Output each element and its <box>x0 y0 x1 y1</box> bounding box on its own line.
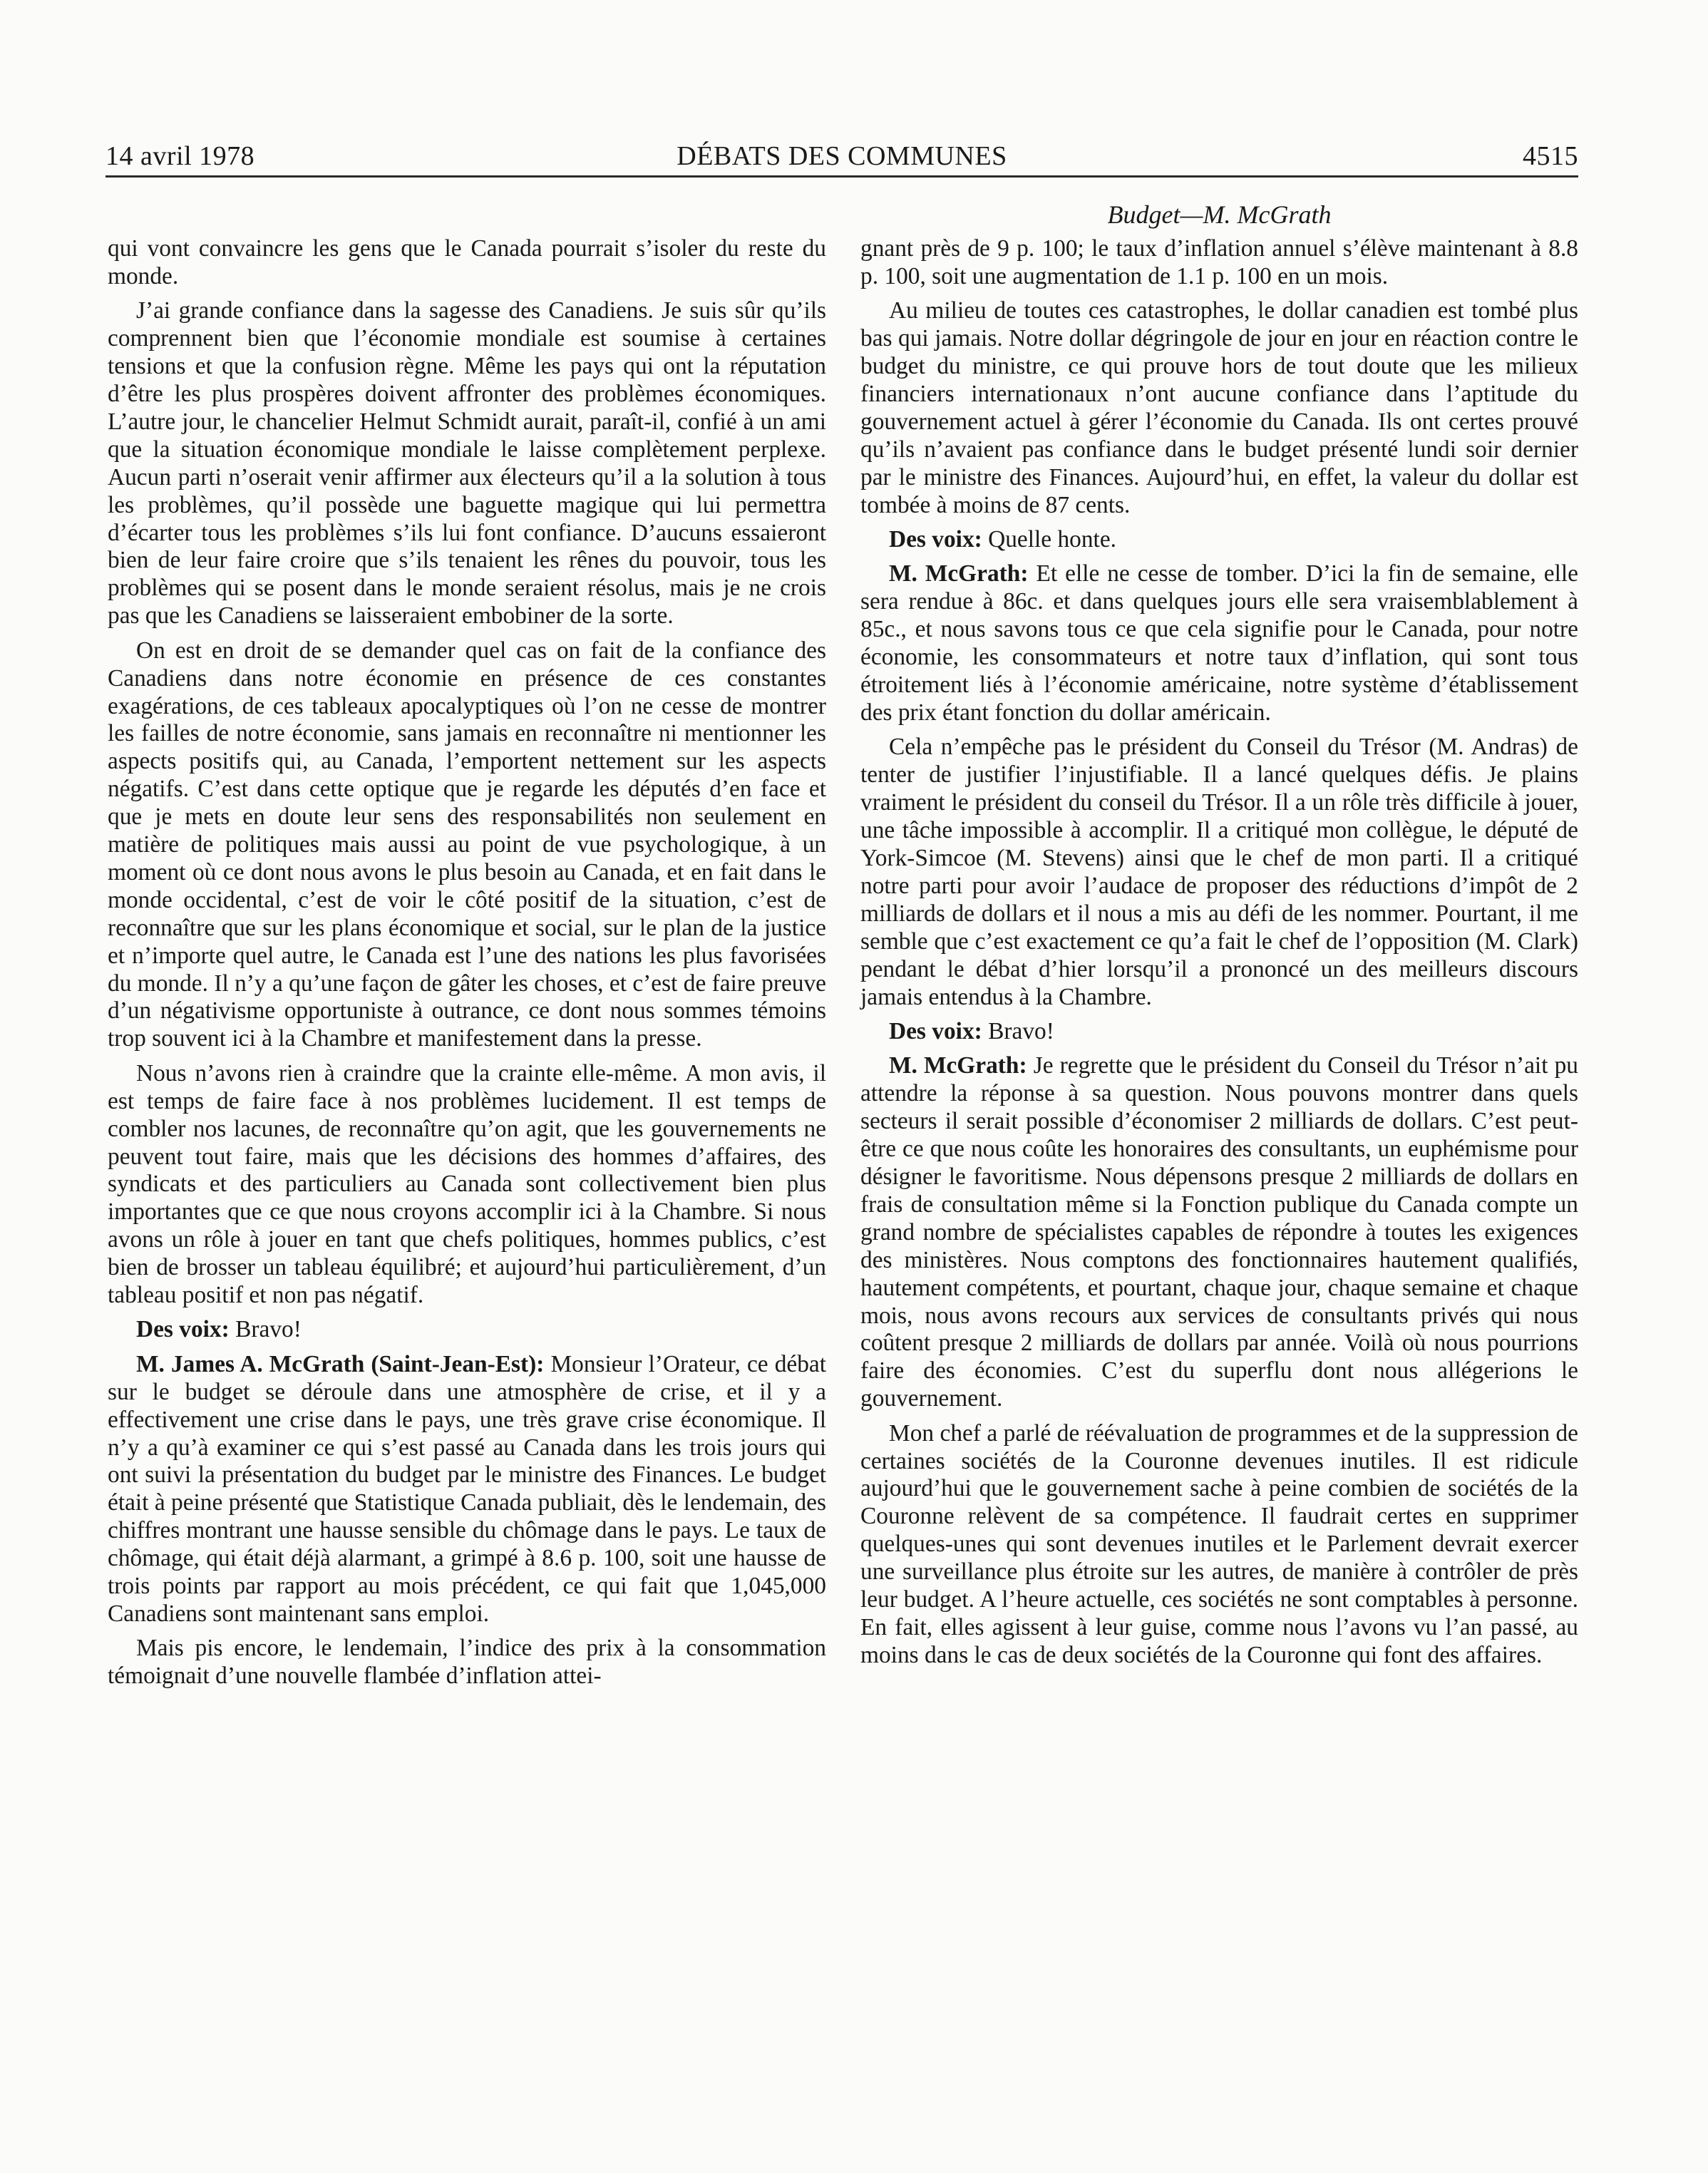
paragraph: On est en droit de se demander quel cas on fait de la confiance des Canadiens dans notre économie en présence de ces constantes exagérations, de ces tableaux apocalyptiques où l’on ne cesse de montrer les failles de notre économie, sans jamais en reconnaître ni mentionner les aspects positifs qui, au Canada, l’emportent nettement sur les aspects négatifs. C’est dans cette optique que je regarde les députés d’en face et que je mets en doute leur sens des responsabilités non seulement en matière de politiques mais aussi au point de vue psychologique, à un moment où ce dont nous avons le plus besoin au Canada, et en fait dans le monde occidental, c’est de voir le côté positif de la situation, c’est de reconnaître que sur les plans économique et social, sur le plan de la justice et n’importe quel autre, le Canada est l’une des nations les plus favorisées du monde. Il n’y a qu’une façon de gâter les choses, et c’est de faire preuve d’un négativisme opportuniste à outrance, ce dont nous sommes témoins trop souvent ici à la Chambre et manifestement dans la presse. <box>108 637 826 1052</box>
speech-text: Et elle ne cesse de tomber. D’ici la fin de semaine, elle sera rendue à 86c. et dans quelques jours elle sera vraisemblablement à 85c., et nous savons tous ce que cela signifie pour le Canada, pour notre économie, les consommateurs et notre taux d’inflation, qui sont tous étroitement liés à l’économie américaine, notre système d’établissement des prix étant fonction du dollar américain. <box>860 560 1578 726</box>
speaker-name: M. McGrath: <box>889 560 1029 587</box>
paragraph: Cela n’empêche pas le président du Conseil du Trésor (M. Andras) de tenter de justifier l’injustifiable. Il a lancé quelques défis. Je plains vraiment le président du conseil du Trésor. Il a un rôle très difficile à jouer, une tâche impossible à accomplir. Il a critiqué mon collègue, le député de York-Simcoe (M. Stevens) ainsi que le chef de mon parti. Il a critiqué notre parti pour avoir l’audace de proposer des réductions d’impôt de 2 milliards de dollars et il nous a mis au défi de les nommer. Pourtant, il me semble que c’est exactement ce qu’a fait le chef de l’opposition (M. Clark) pendant le débat d’hier lorsqu’il a prononcé un des meilleurs discours jamais entendus à la Chambre. <box>860 734 1578 1010</box>
speaker-name: M. James A. McGrath (Saint-Jean-Est): <box>136 1350 545 1377</box>
paragraph: J’ai grande confiance dans la sagesse des Canadiens. Je suis sûr qu’ils comprennent bien que l’économie mondiale est soumise à certaines tensions et que la confusion règne. Même les pays qui ont la réputation d’être les plus prospères doivent affronter des problèmes économiques. L’autre jour, le chancelier Helmut Schmidt aurait, paraît-il, confié à un ami que la situation économique mondiale le laisse complètement perplexe. Aucun parti n’oserait venir affirmer aux électeurs qu’il a la solution à tous les problèmes, qu’il possède une baguette magique qui lui permettra d’écarter tous les problèmes s’ils lui font confiance. D’aucuns essaieront bien de leur faire croire que s’ils tenaient les rênes du pouvoir, tous les problèmes qui se posent dans le monde seraient résolus, mais je ne crois pas que les Canadiens se laisseraient embobiner de la sorte. <box>108 297 826 630</box>
paragraph: Nous n’avons rien à craindre que la crainte elle-même. A mon avis, il est temps de faire face à nos problèmes lucidement. Il est temps de combler nos lacunes, de reconnaître qu’on agit, que les gouvernements ne peuvent tout faire, mais que les décisions des hommes d’affaires, des syndicats et des particuliers au Canada sont collectivement bien plus importantes que ce que nous croyons accomplir ici à la Chambre. Si nous avons un rôle à jouer en tant que chefs politiques, hommes publics, c’est bien de brosser un tableau équilibré; et aujourd’hui particulièrement, d’un tableau positif et non pas négatif. <box>108 1059 826 1309</box>
speech-paragraph <box>860 560 1578 726</box>
speaker-name: Des voix: <box>889 1017 982 1044</box>
paragraph: Mais pis encore, le lendemain, l’indice des prix à la consommation témoignait d’une nouvelle flambée d’inflation attei- <box>108 1635 826 1690</box>
speaker-name: M. McGrath: <box>889 1052 1027 1079</box>
interjection-paragraph <box>108 1316 826 1344</box>
header-title: DÉBATS DES COMMUNES <box>676 141 1007 171</box>
right-column <box>860 235 1578 1676</box>
speech-paragraph <box>860 1052 1578 1413</box>
page-header <box>106 140 1578 178</box>
speech-paragraph <box>108 1351 826 1628</box>
header-date: 14 avril 1978 <box>106 141 255 171</box>
left-column <box>108 235 826 1697</box>
speech-text: Bravo! <box>229 1316 302 1343</box>
paragraph: gnant près de 9 p. 100; le taux d’inflation annuel s’élève maintenant à 8.8 p. 100, soit une augmentation de 1.1 p. 100 en un mois. <box>860 235 1578 289</box>
speech-text: Quelle honte. <box>982 526 1116 553</box>
speech-text: Bravo! <box>982 1017 1054 1044</box>
paragraph: qui vont convaincre les gens que le Canada pourrait s’isoler du reste du monde. <box>108 235 826 289</box>
running-head: Budget—M. McGrath <box>1107 200 1332 229</box>
header-page-number: 4515 <box>1523 141 1578 171</box>
paragraph: Au milieu de toutes ces catastrophes, le dollar canadien est tombé plus bas qui jamais. Notre dollar dégringole de jour en jour en réaction contre le budget du ministre, ce qui prouve hors de tout doute que les milieux financiers internationaux n’ont aucune confiance dans l’aptitude du gouvernement actuel à gérer l’économie du Canada. Ils ont certes prouvé qu’ils n’avaient pas confiance dans le budget présenté lundi soir dernier par le ministre des Finances. Aujourd’hui, en effet, la valeur du dollar est tombée à moins de 87 cents. <box>860 297 1578 518</box>
speaker-name: Des voix: <box>889 526 982 553</box>
paragraph: Mon chef a parlé de réévaluation de programmes et de la suppression de certaines sociétés de la Couronne devenues inutiles. Il est ridicule aujourd’hui que le gouvernement sache à peine combien de sociétés de la Couronne relèvent de sa compétence. Il faudrait certes en supprimer quelques-unes qui sont devenues inutiles et le Parlement devrait exercer une surveillance plus étroite sur les autres, de manière à contrôler de près leur budget. A l’heure actuelle, ces sociétés ne sont comptables à personne. En fait, elles agissent à leur guise, comme nous l’avons vu l’an passé, au moins dans le cas de deux sociétés de la Couronne qui font des affaires. <box>860 1419 1578 1668</box>
speech-text: Je regrette que le président du Conseil du Trésor n’ait pu attendre la réponse à sa question. Nous pouvons montrer dans quels secteurs il serait possible d’économiser 2 milliards de dollars. C’est peut-être ce que nous coûte les honoraires des consultants, un euphémisme pour désigner le favoritisme. Nous dépensons presque 2 milliards de dollars en frais de consultation même si la Fonction publique du Canada compte un grand nombre de spécialistes capables de répondre à toutes les exigences des ministères. Nous comptons des fonctionnaires hautement qualifiés, hautement compétents, et pourtant, chaque jour, chaque semaine et chaque mois, nous avons recours aux services de consultants privés qui nous coûtent presque 2 milliards de dollars par année. Voilà où nous pourrions faire des économies. C’est du superflu dont nous allégerions le gouvernement. <box>860 1052 1578 1412</box>
interjection-paragraph <box>860 1018 1578 1046</box>
speech-text: Monsieur l’Orateur, ce débat sur le budget se déroule dans une atmosphère de crise, et il y a effectivement une crise dans le pays, une très grave crise économique. Il n’y a qu’à examiner ce qui s’est passé au Canada dans les trois jours qui ont suivi la présentation du budget par le ministre des Finances. Le budget était à peine présenté que Statistique Canada publiait, dès le lendemain, des chiffres montrant une hausse sensible du chômage dans le pays. Le taux de chômage, qui était déjà alarmant, a grimpé à 8.6 p. 100, soit une hausse de trois points par rapport au mois précédent, ce qui fait que 1,045,000 Canadiens sont maintenant sans emploi. <box>108 1350 827 1627</box>
speaker-name: Des voix: <box>136 1316 230 1343</box>
interjection-paragraph <box>860 526 1578 554</box>
